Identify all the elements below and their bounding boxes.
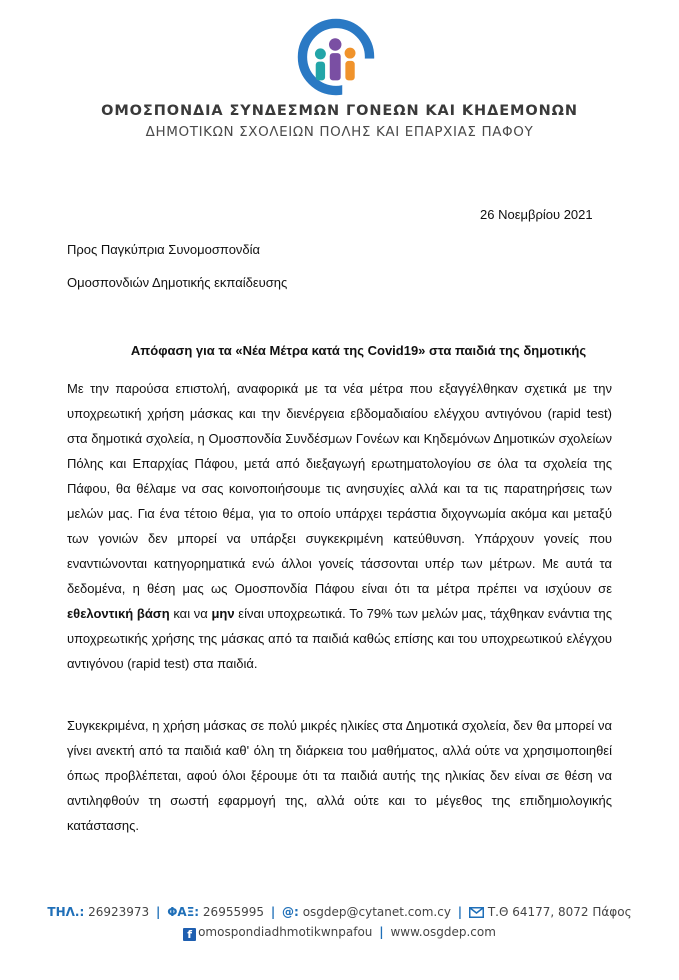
logo-head-orange [345, 48, 356, 59]
p1-text-b: και να [173, 606, 208, 621]
body-paragraph-1 [67, 376, 612, 676]
federation-logo [297, 18, 375, 96]
recipient-line-2: Ομοσπονδιών Δημοτικής εκπαίδευσης [67, 275, 288, 290]
facebook-icon: f [183, 928, 196, 941]
p1-bold-voluntary: εθελοντική βάση [67, 606, 170, 621]
logo-head-purple [329, 38, 341, 50]
p1-text-a: Με την παρούσα επιστολή, αναφορικά με τα νέα μέτρα που εξαγγέλθηκαν σχετικά με την υποχρεωτική χρήση μάσκας και την διενέργεια εβδομαδιαίου ελέγχου αντιγόνου (rapid test) στα δημοτικά σχολεία, η Ομοσπονδία Συνδέσμων Γονέων και Κηδεμόνων Δημοτικών σχολείων Πόλης και Επαρχίας Πάφου, μετά από διεξαγωγή ερωτηματολογίου σε όλα τα σχολεία της Πάφου, θα θέλαμε να σας κοινοποιήσουμε τις ανησυχίες αλλά και τα τις παρατηρήσεις των μελών μας. Για ένα τέτοιο θέμα, για το οποίο υπάρχει τεράστια διχογνωμία ακόμα και μεταξύ των γονιών δεν μπορεί να υπάρξει συγκεκριμένη κατεύθυνση. Υπάρχουν γονείς που εναντιώνονται κατηγορηματικά ενώ άλλοι γονείς τάσσονται υπέρ των μέτρων. Με αυτά τα δεδομένα, η θέση μας ως Ομοσπονδία Πάφου είναι ότι τα μέτρα πρέπει να ισχύουν σε [67, 381, 612, 596]
p1-text-c: είναι υποχρεωτικά. Το 79% των μελών μας, τάχθηκαν ενάντια της υποχρεωτικής χρήσης της μάσκας από τα παιδιά καθώς επίσης και του υποχρεωτικού ελέγχου αντιγόνου (rapid test) στα παιδιά. [67, 606, 613, 671]
email-label: @: [282, 905, 299, 919]
footer-separator: | [156, 905, 161, 919]
org-name: ΟΜΟΣΠΟΝΔΙΑ ΣΥΝΔΕΣΜΩΝ ΓΟΝΕΩΝ ΚΑΙ ΚΗΔΕΜΟΝΩΝ [101, 103, 578, 119]
body-paragraph-2: Συγκεκριμένα, η χρήση μάσκας σε πολύ μικρές ηλικίες στα Δημοτικά σχολεία, δεν θα μπορεί να γίνει ανεκτή από τα παιδιά καθ' όλη τη διάρκεια του μαθήματος, αλλά ούτε να χρησιμοποιηθεί όπως προβλέπεται, αφού όλοι ξέρουμε ότι τα παιδιά αυτής της ηλικίας δεν είναι σε θέση να αντιληφθούν τη σωστή εφαρμογή της, αλλά ούτε και το μέγεθος της επιδημιολογικής κατάστασης. [67, 718, 612, 833]
letter-subject: Απόφαση για τα «Νέα Μέτρα κατά της Covid19» στα παιδιά της δημοτικής [130, 343, 587, 358]
logo-body-orange [345, 61, 354, 81]
mail-envelope-icon [469, 907, 484, 918]
footer-social [0, 925, 679, 941]
footer-separator: | [457, 905, 463, 919]
recipient-line-1: Προς Παγκύπρια Συνομοσπονδία [67, 242, 261, 257]
letter-date: 26 Νοεμβρίου 2021 [480, 207, 593, 222]
org-subtitle: ΔΗΜΟΤΙΚΩΝ ΣΧΟΛΕΙΩΝ ΠΟΛΗΣ ΚΑΙ ΕΠΑΡΧΙΑΣ ΠΑΦΟΥ [145, 124, 534, 140]
postal-address: Τ.Θ 64177, 8072 Πάφος [487, 905, 632, 919]
footer-contact [0, 905, 679, 919]
logo-head-teal [315, 48, 326, 59]
footer-separator: | [270, 905, 276, 919]
p1-bold-not: μην [211, 606, 235, 621]
fax-number: 26955995 [202, 905, 264, 919]
logo-body-purple [330, 53, 341, 80]
website-link[interactable]: www.osgdep.com [390, 925, 496, 939]
footer-separator: | [379, 925, 384, 939]
email-address[interactable]: osgdep@cytanet.com.cy [302, 905, 451, 919]
fax-label: ΦΑΞ: [167, 905, 200, 919]
facebook-page[interactable]: omospondiadhmotikwnpafou [198, 925, 373, 939]
tel-label: ΤΗΛ.: [47, 905, 85, 919]
tel-number: 26923973 [88, 905, 150, 919]
logo-body-teal [316, 62, 325, 81]
